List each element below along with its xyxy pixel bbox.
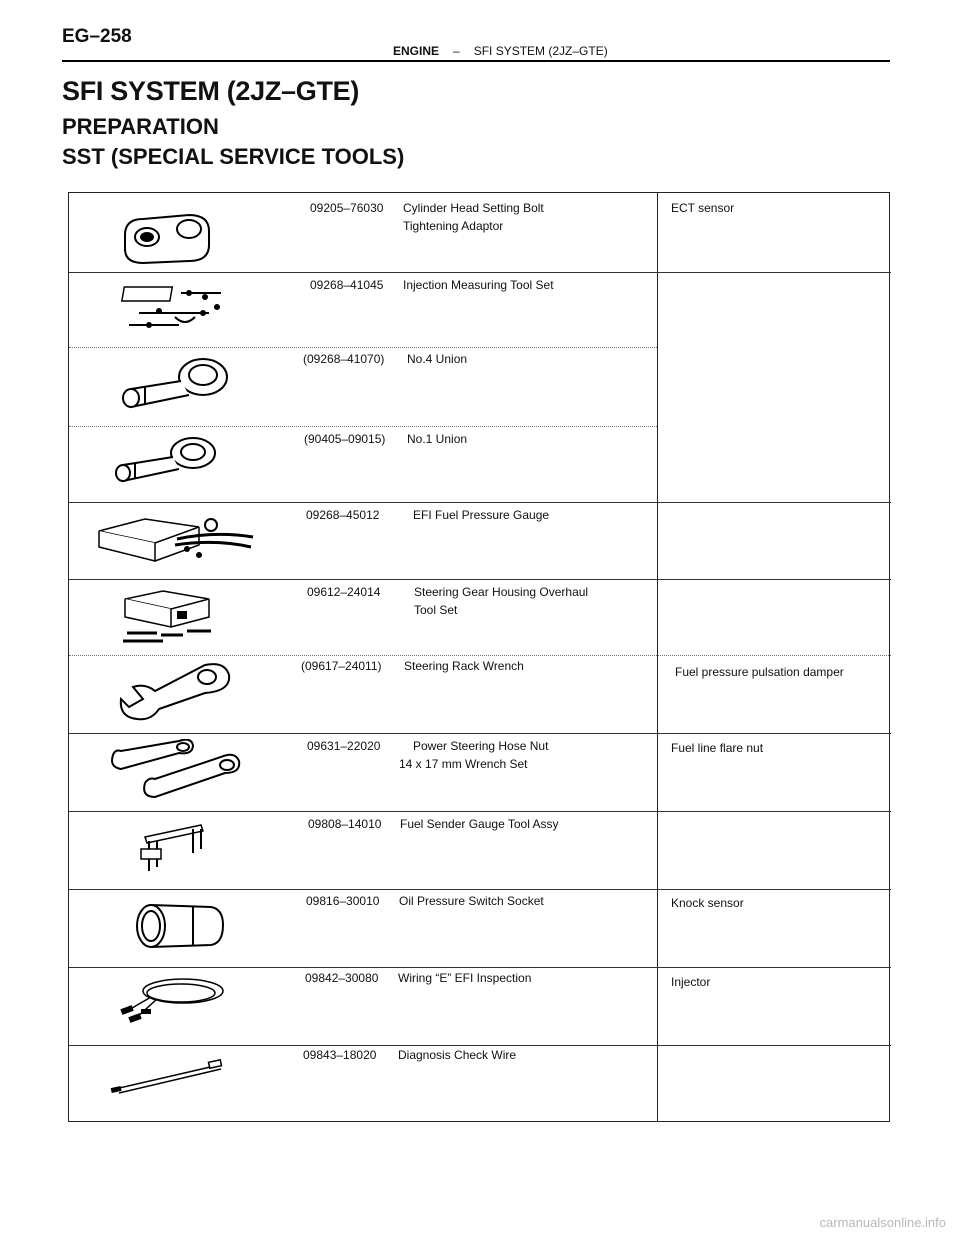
tool-number: 09205–76030 xyxy=(310,201,384,215)
header-subsection: SFI SYSTEM (2JZ–GTE) xyxy=(473,44,608,58)
tool-number: 09631–22020 xyxy=(307,739,381,753)
tool-use: Fuel pressure pulsation damper xyxy=(675,665,844,679)
wiring-e-efi-inspection-illustration xyxy=(117,973,227,1029)
tool-name: Injection Measuring Tool Set xyxy=(403,278,554,292)
tool-number: 09816–30010 xyxy=(306,894,380,908)
no4-union-illustration xyxy=(111,355,231,417)
header-rule xyxy=(62,60,890,62)
tool-name: No.1 Union xyxy=(407,432,468,446)
tool-number: 09808–14010 xyxy=(308,817,382,831)
tool-name: Diagnosis Check Wire xyxy=(398,1048,517,1062)
tool-use: Knock sensor xyxy=(671,896,744,910)
tool-number: 09268–41045 xyxy=(310,278,384,292)
tool-use: Fuel line flare nut xyxy=(671,741,764,755)
page-title: SFI SYSTEM (2JZ–GTE) xyxy=(62,76,360,106)
tool-name: Fuel Sender Gauge Tool Assy xyxy=(400,817,559,831)
tool-number: 09268–45012 xyxy=(306,508,380,522)
row-divider xyxy=(69,889,891,890)
header-separator: – xyxy=(453,44,460,58)
header-section: ENGINE xyxy=(393,44,440,58)
injection-measuring-set-illustration xyxy=(119,283,229,333)
tool-use: Injector xyxy=(671,975,711,989)
cylinder-head-bolt-adaptor-illustration xyxy=(117,207,217,267)
tool-use: ECT sensor xyxy=(671,201,735,215)
row-divider xyxy=(69,579,891,580)
row-divider xyxy=(69,502,891,503)
tool-name: EFI Fuel Pressure Gauge xyxy=(413,508,550,522)
row-divider xyxy=(69,811,891,812)
row-divider-dotted xyxy=(69,347,657,348)
tool-name: No.4 Union xyxy=(407,352,468,366)
tool-name: Cylinder Head Setting Bolt xyxy=(403,201,544,215)
diagnosis-check-wire-illustration xyxy=(109,1059,229,1099)
watermark: carmanualsonline.info xyxy=(819,1215,946,1230)
steering-rack-wrench-illustration xyxy=(115,661,235,725)
fuel-pressure-gauge-illustration xyxy=(95,511,255,567)
row-divider xyxy=(69,733,891,734)
fuel-sender-gauge-tool-illustration xyxy=(135,819,215,875)
row-divider xyxy=(69,1045,891,1046)
row-divider-dotted xyxy=(69,655,891,656)
tool-number: 09612–24014 xyxy=(307,585,381,599)
tool-name: Oil Pressure Switch Socket xyxy=(399,894,544,908)
section-heading: PREPARATION xyxy=(62,114,219,139)
tool-name-line2: Tool Set xyxy=(414,603,458,617)
tool-name: Wiring “E” EFI Inspection xyxy=(398,971,532,985)
column-divider xyxy=(657,193,658,1121)
tool-number: (90405–09015) xyxy=(304,432,386,446)
tool-number: (09268–41070) xyxy=(303,352,385,366)
tool-number: 09843–18020 xyxy=(303,1048,377,1062)
tool-name: Steering Gear Housing Overhaul xyxy=(414,585,589,599)
oil-pressure-switch-socket-illustration xyxy=(131,899,231,951)
no1-union-illustration xyxy=(109,435,219,491)
tool-number: 09842–30080 xyxy=(305,971,379,985)
row-divider-dotted xyxy=(69,426,657,427)
tool-name-line2: 14 x 17 mm Wrench Set xyxy=(399,757,528,771)
running-header xyxy=(393,44,608,58)
subsection-heading: SST (SPECIAL SERVICE TOOLS) xyxy=(62,144,405,169)
steering-gear-tool-set-illustration xyxy=(117,587,217,645)
tool-name-line2: Tightening Adaptor xyxy=(403,219,504,233)
tool-name: Steering Rack Wrench xyxy=(404,659,524,673)
page-number: EG–258 xyxy=(62,26,132,47)
tool-name: Power Steering Hose Nut xyxy=(413,739,549,753)
row-divider xyxy=(69,967,891,968)
hose-nut-wrench-set-illustration xyxy=(105,739,245,801)
tool-number: (09617–24011) xyxy=(301,659,382,673)
row-divider xyxy=(69,272,891,273)
sst-table xyxy=(68,192,890,1122)
